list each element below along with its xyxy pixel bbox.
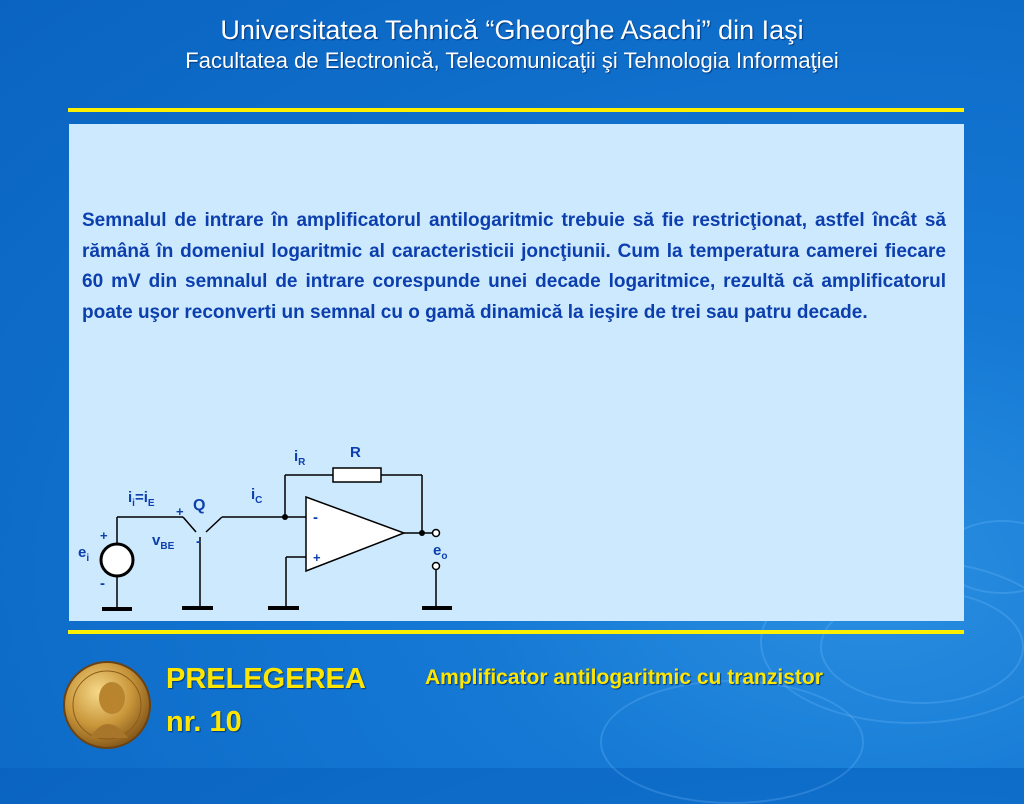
university-title: Universitatea Tehnică “Gheorghe Asachi” din Iaşi bbox=[220, 15, 804, 45]
opamp-minus-input: - bbox=[313, 509, 318, 526]
lecture-topic: Amplificator antilogaritmic cu tranzistor bbox=[425, 666, 823, 689]
source-plus-sign: + bbox=[100, 528, 108, 543]
vbe-label: $v_{BE}$ bbox=[152, 532, 175, 552]
feedback-resistor bbox=[333, 468, 381, 482]
current-r-label: $i_R$ bbox=[294, 448, 306, 468]
output-terminal bbox=[433, 530, 440, 537]
body-paragraph: Semnalul de intrare în amplificatorul antilogaritmic trebuie să fie restricţionat, astfel încât să rămână în domeniul logaritmic al caracteristicii joncţiunii. Cum la temperatura camerei fiecare 60 mV din semnalul de intrare corespunde unei decade logaritmice, rezultă că amplificatorul poate uşor reconverti un semnal cu o gamă dinamică la ieşire de trei sau patru decade. bbox=[82, 210, 946, 323]
source-label: $e_i$ bbox=[78, 544, 90, 564]
university-medal-logo bbox=[62, 660, 152, 750]
current-c-label: $i_C$ bbox=[251, 486, 263, 506]
vbe-plus-sign: + bbox=[176, 504, 184, 519]
faculty-subtitle: Facultatea de Electronică, Telecomunicaţii şi Tehnologia Informaţiei bbox=[185, 48, 839, 73]
output-label: $e_o$ bbox=[433, 542, 448, 562]
lecture-number: nr. 10 bbox=[166, 706, 242, 738]
voltage-source bbox=[101, 544, 133, 576]
vbe-minus-sign: - bbox=[196, 533, 201, 550]
output-terminal bbox=[433, 563, 440, 570]
transistor-label: Q bbox=[193, 497, 206, 514]
op-amp bbox=[306, 497, 404, 571]
source-minus-sign: - bbox=[100, 575, 105, 592]
input-current-label: $i_i=i_E$ bbox=[128, 489, 155, 509]
resistor-label: R bbox=[350, 444, 361, 461]
lecture-title: PRELEGEREA bbox=[166, 663, 366, 695]
opamp-plus-input: + bbox=[313, 550, 321, 565]
